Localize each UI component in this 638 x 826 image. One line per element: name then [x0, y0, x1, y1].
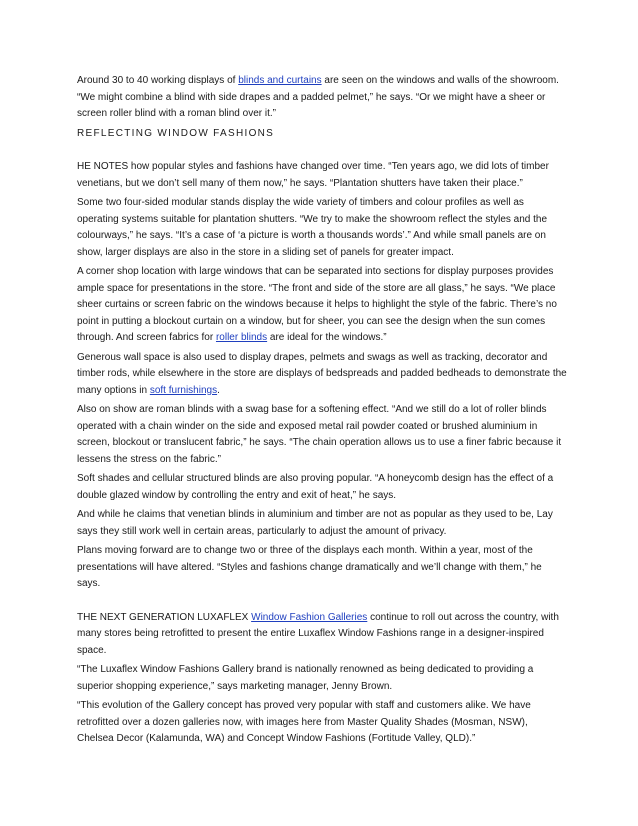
paragraph-stands: Some two four-sided modular stands display the wide variety of timbers and colour profiles as well as operating systems suitable for plantation shutters. “We try to make the showroom reflect the styles and the colourways,” he says. “It’s a case of ‘a picture is worth a thousands words’.” And while small panels are on show, larger displays are also in the store in a sliding set of panels for greater impact.	[77, 197, 548, 258]
paragraph-text: Around 30 to 40 working displays of	[77, 75, 239, 86]
paragraph-gallery-brand: “The Luxaflex Window Fashions Gallery brand is nationally renowned as being dedicated to providing a superior shopping experience,” says marketing manager, Jenny Brown.	[77, 664, 534, 692]
paragraph-text: continue to roll out across the country, with many stores being retrofitted to present the entire Luxaflex Window Fashions range in a designer-inspired space.	[77, 611, 559, 656]
paragraph-text: are seen on the windows and walls of the showroom. “We might combine a blind with side drapes and a padded pelmet,” he says. “Or we might have a sheer or screen roller blind with a roman blind over it.”	[77, 75, 559, 119]
paragraph-text: are ideal for the windows.”	[267, 332, 387, 343]
paragraph-corner-shop	[77, 264, 567, 347]
paragraph-text: THE NEXT GENERATION LUXAFLEX	[77, 611, 252, 623]
article-body	[77, 73, 567, 751]
paragraph-displays	[77, 73, 567, 123]
paragraph-text: A corner shop location with large windows that can be separated into sections for display purposes provides ample space for presentations in the store. “The front and side of the store are all glass,” he says. “We place sheer curtains or screen fabric on the windows because it helps to highlight the style of the fabric. There’s no point in putting a blockout curtain on a window, but for sheer, you can see the design when the sun comes through. And screen fabrics for	[77, 266, 557, 343]
paragraph-evolution: “This evolution of the Gallery concept has proved very popular with staff and customers alike. We have retrofitted over a dozen galleries now, with images here from Master Quality Shades (Mosman, NSW), Chelsea Decor (Kalamunda, WA) and Concept Window Fashions (Fortitude Valley, QLD).”	[77, 700, 531, 744]
soft-furnishings-link[interactable]: soft furnishings	[149, 384, 218, 396]
paragraph-next-generation	[77, 610, 567, 660]
paragraph-plans: Plans moving forward are to change two or three of the displays each month. Within a year, most of the presentations will have altered. “Styles and fashions change dramatically and we’ll change with them,” he says.	[77, 545, 542, 589]
paragraph-venetian: And while he claims that venetian blinds in aluminium and timber are not as popular as they used to be, Lay says they still work well in certain areas, particularly to adjust the amount of privacy.	[77, 509, 553, 537]
paragraph-soft-shades: Soft shades and cellular structured blinds are also proving popular. “A honeycomb design has the effect of a double glazed window by controlling the entry and exit of heat,” he says.	[77, 473, 554, 501]
paragraph-text: Generous wall space is also used to display drapes, pelmets and swags as well as tracking, decorator and timber rods, while elsewhere in the store are displays of bedspreads and padded bedheads to demonstrate the many options in	[77, 351, 567, 396]
paragraph-text: .	[217, 384, 220, 396]
window-fashion-galleries-link[interactable]: Window Fashion Galleries	[251, 611, 368, 623]
roller-blinds-link[interactable]: roller blinds	[215, 332, 268, 343]
paragraph-styles: HE NOTES how popular styles and fashions have changed over time. “Ten years ago, we did lots of timber venetians, but we don’t sell many of them now,” he says. “Plantation shutters have taken their place.”	[77, 161, 549, 189]
section-heading: REFLECTING WINDOW FASHIONS	[77, 127, 275, 139]
paragraph-wall-space	[77, 350, 567, 400]
paragraph-roman-blinds: Also on show are roman blinds with a swag base for a softening effect. “And we still do a lot of roller blinds operated with a chain winder on the side and exposed metal rail powder coated or brushed aluminium in screen, blockout or translucent fabric,” he says. “The chain operation allows us to use a finer fabric because it lessens the stress on the fabric.”	[77, 404, 562, 465]
blinds-and-curtains-link[interactable]: blinds and curtains	[238, 75, 322, 86]
